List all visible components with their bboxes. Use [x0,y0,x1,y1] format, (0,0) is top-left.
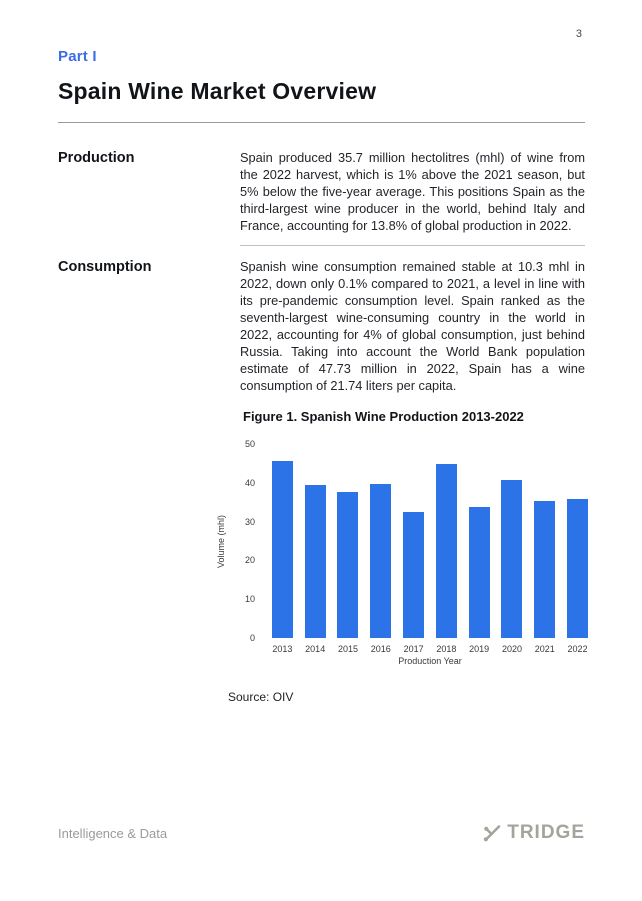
bar-cell-2014 [299,444,332,654]
bar-cell-2015 [332,444,365,654]
figure-title: Figure 1. Spanish Wine Production 2013-2022 [243,409,524,424]
x-tick-label: 2019 [469,644,490,654]
bar-cell-2018 [430,444,463,654]
footer-tagline: Intelligence & Data [58,825,168,841]
page-number: 3 [575,28,582,40]
x-tick-label: 2021 [534,644,555,654]
bar-cell-2021 [528,444,561,654]
part-label: Part I [58,48,97,65]
tridge-mark-icon [482,823,502,843]
section-consumption [58,258,585,394]
section-body-consumption: Spanish wine consumption remained stable at 10.3 mhl in 2022, down only 0.1% compared to 2021, a level in line with its pre-pandemic consumption level. Spain ranked as the seventh-largest wine-consuming country in the world in 2022, accounting for 4% of global consumption, just behind Russia. Taking into account the World Bank population estimate of 47.73 million in 2022, Spain has a wine consumption of 21.74 liters per capita. [240,259,585,393]
x-tick-label: 2014 [305,644,326,654]
bar-cell-2020 [496,444,529,654]
bar-cell-2017 [397,444,430,654]
bar-cell-2013 [266,444,299,654]
y-axis-ticks [228,439,255,643]
y-tick-label: 50 [244,439,255,449]
bar-chart [208,430,608,670]
brand-name: TRIDGE [507,822,585,843]
bar-2014 [305,485,326,638]
x-tick-label: 2022 [567,644,588,654]
page-footer [58,822,585,844]
bar-2020 [501,480,522,638]
bar-2019 [469,507,490,638]
bar-cell-2022 [561,444,594,654]
bar-2013 [272,461,293,638]
y-tick-label: 40 [244,477,255,488]
page-title: Spain Wine Market Overview [58,78,377,104]
x-tick-label: 2020 [501,644,522,654]
bar-2018 [436,464,457,638]
bar-2022 [567,499,588,638]
section-label-production: Production [58,150,135,166]
section-divider [240,245,585,246]
title-divider [58,122,585,123]
bar-cell-2019 [463,444,496,654]
chart-plot-area [266,444,594,654]
y-tick-label: 10 [244,594,255,605]
bar-2021 [534,501,555,638]
bar-2015 [337,492,358,638]
section-production [58,149,585,234]
section-label-consumption: Consumption [58,259,152,275]
figure-block [243,409,585,424]
y-tick-label: 0 [249,633,255,643]
x-axis-label: Production Year [398,656,462,666]
x-tick-label: 2017 [403,644,424,654]
y-axis-label: Volume (mhl) [216,514,226,568]
bar-2016 [370,484,391,638]
bar-2017 [403,512,424,638]
section-body-production: Spain produced 35.7 million hectolitres (mhl) of wine from the 2022 harvest, which is 1% above the 2021 season, but 5% below the five-year average. This positions Spain as the third-largest wine producer in the world, behind Italy and France, accounting for 13.8% of global production in 2022. [240,150,585,233]
y-tick-label: 20 [244,555,255,566]
x-tick-label: 2013 [272,644,293,654]
x-tick-label: 2018 [436,644,457,654]
bar-cell-2016 [364,444,397,654]
figure-source: Source: OIV [228,690,294,704]
x-tick-label: 2016 [370,644,391,654]
brand-logo [482,822,585,844]
x-tick-label: 2015 [337,644,358,654]
y-tick-label: 30 [244,516,255,527]
